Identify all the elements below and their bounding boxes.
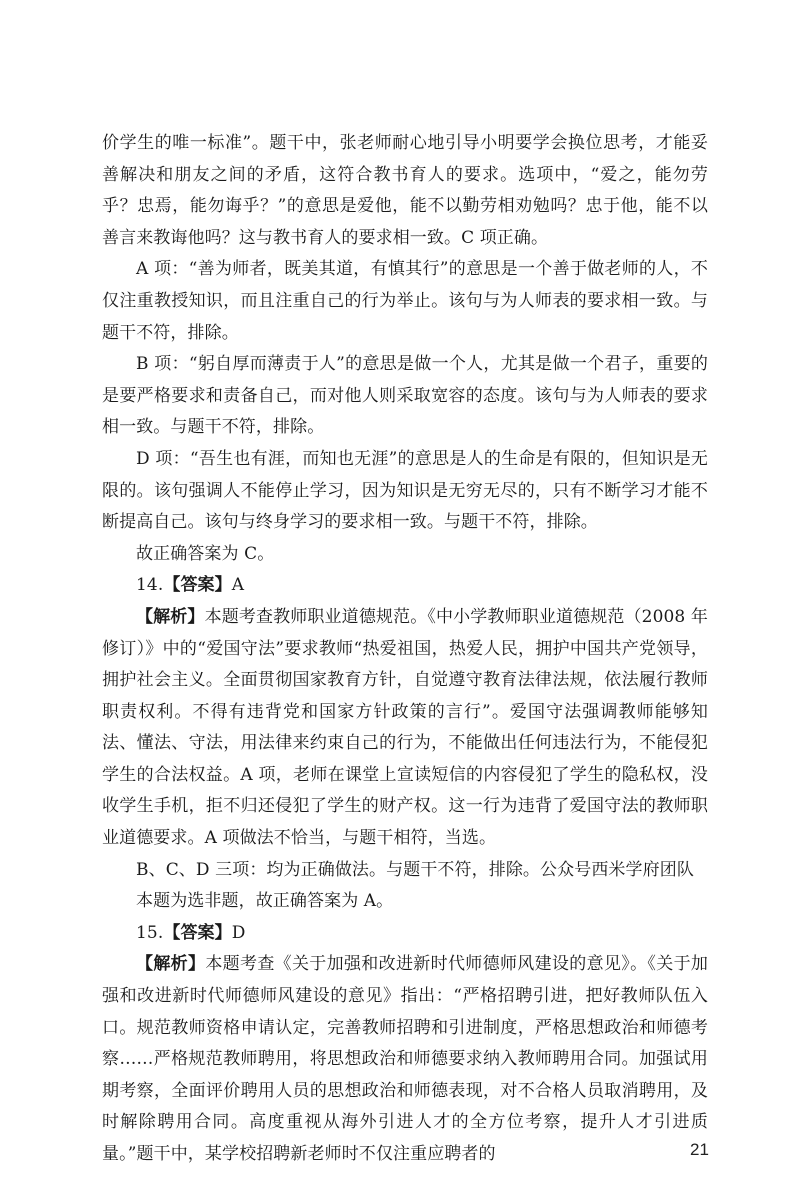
page-number: 21	[690, 1140, 709, 1159]
paragraph: 价学生的唯一标准”。题干中，张老师耐心地引导小明要学会换位思考，才能妥善解决和朋友之间的矛盾，这符合教书育人的要求。选项中，“爱之，能勿劳乎？忠焉，能勿诲乎？”的意思是爱他，能不以勤劳相劝勉吗？忠于他，能不以善言来教诲他吗？这与教书育人的要求相一致。C 项正确。	[102, 133, 708, 248]
q15-number: 15.	[136, 922, 164, 943]
paragraph-option-d: D 项：“吾生也有涯，而知也无涯”的意思是人的生命是有限的，但知识是无限的。该句强调人不能停止学习，因为知识是无穷无尽的，只有不断学习才能不断提高自己。该句与终身学习的要求相一致。与题干不符，排除。	[102, 448, 708, 533]
q14-conclusion: 本题为选非题，故正确答案为 A。	[136, 891, 394, 912]
q14-analysis-text: 本题考查教师职业道德规范。《中小学教师职业道德规范（2008 年修订）》中的“爱国守法”要求教师“热爱祖国，热爱人民，拥护中国共产党领导，拥护社会主义。全面贯彻国家教育方针，自觉遵守教育法律法规，依法履行教师职责权利。不得有违背党和国家方针政策的言行”。爱国守法强调教师能够知法、懂法、守法，用法律来约束自己的行为，不能做出任何违法行为，不能侵犯学生的合法权益。A 项，老师在课堂上宣读短信的内容侵犯了学生的隐私权，没收学生手机，拒不归还侵犯了学生的财产权。这一行为违背了爱国守法的教师职业道德要求。A 项做法不恰当，与题干相符，当选。	[102, 606, 708, 849]
q15-answer-value: D	[231, 922, 246, 943]
paragraph-conclusion: 故正确答案为 C。	[136, 543, 275, 564]
paragraph-option-a: A 项：“善为师者，既美其道，有慎其行”的意思是一个善于做老师的人，不仅注重教授知识，而且注重自己的行为举止。该句与为人师表的要求相一致。与题干不符，排除。	[102, 259, 708, 343]
q14-number: 14.	[136, 575, 164, 596]
q14-answer-label: 【答案】	[163, 575, 232, 596]
document-body	[102, 128, 708, 1171]
q15-analysis	[102, 949, 708, 1170]
paragraph-option-b: B 项：“躬自厚而薄责于人”的意思是做一个人，尤其是做一个君子，重要的是要严格要求和责备自己，而对他人则采取宽容的态度。该句与为人师表的要求相一致。与题干不符，排除。	[102, 354, 708, 438]
q14-note: B、C、D 三项：均为正确做法。与题干不符，排除。公众号西米学府团队	[136, 859, 694, 880]
q15-analysis-label: 【解析】	[136, 954, 206, 975]
q14-answer-line	[102, 570, 708, 602]
q14-analysis	[102, 602, 708, 855]
q15-answer-label: 【答案】	[163, 922, 232, 943]
q15-analysis-text: 本题考查《关于加强和改进新时代师德师风建设的意见》。《关于加强和改进新时代师德师风建设的意见》指出：“严格招聘引进，把好教师队伍入口。规范教师资格申请认定，完善教师招聘和引进制度，严格思想政治和师德考察……严格规范教师聘用，将思想政治和师德要求纳入教师聘用合同。加强试用期考察，全面评价聘用人员的思想政治和师德表现，对不合格人员取消聘用，及时解除聘用合同。高度重视从海外引进人才的全方位考察，提升人才引进质量。”题干中，某学校招聘新老师时不仅注重应聘者的	[102, 954, 708, 1164]
q15-answer-line	[102, 918, 708, 950]
q14-analysis-label: 【解析】	[136, 606, 205, 627]
q14-answer-value: A	[231, 575, 245, 596]
